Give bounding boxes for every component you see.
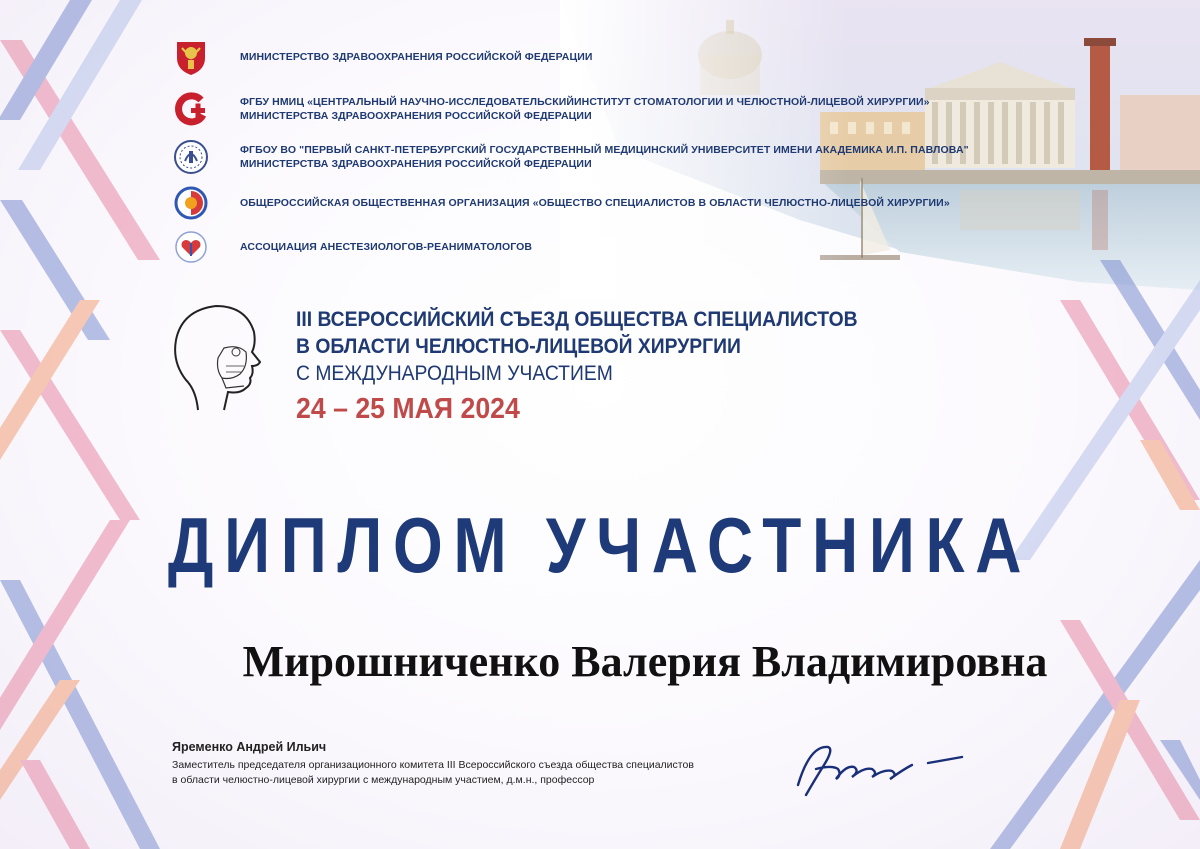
- org-cniis-text-2: МИНИСТЕРСТВА ЗДРАВООХРАНЕНИЯ РОССИЙСКОЙ ФЕДЕРАЦИИ: [240, 110, 592, 122]
- society-logo-icon: [172, 184, 210, 222]
- event-subtitle: С МЕЖДУНАРОДНЫМ УЧАСТИЕМ: [296, 362, 613, 385]
- org-ministry-text: МИНИСТЕРСТВО ЗДРАВООХРАНЕНИЯ РОССИЙСКОЙ ФЕДЕРАЦИИ: [240, 51, 593, 63]
- org-pavlov-text-2: МИНИСТЕРСТВА ЗДРАВООХРАНЕНИЯ РОССИЙСКОЙ ФЕДЕРАЦИИ: [240, 158, 592, 170]
- cniis-logo-icon: [172, 90, 210, 128]
- anesthesiology-association-logo-icon: [172, 228, 210, 266]
- recipient-name: Мирошниченко Валерия Владимировна: [242, 637, 1048, 686]
- org-anesthesiology-text: АССОЦИАЦИЯ АНЕСТЕЗИОЛОГОВ-РЕАНИМАТОЛОГОВ: [240, 241, 533, 253]
- head-skull-sketch-icon: [168, 300, 268, 415]
- pavlov-university-seal-icon: [172, 138, 210, 176]
- event-title-line-2: В ОБЛАСТИ ЧЕЛЮСТНО-ЛИЦЕВОЙ ХИРУРГИИ: [296, 335, 741, 358]
- org-ministry: [172, 38, 593, 76]
- handwritten-signature: [780, 725, 970, 805]
- ministry-emblem-icon: [172, 38, 210, 76]
- decorative-ribbons-left: [0, 0, 160, 849]
- org-cniis: [172, 90, 930, 128]
- org-anesthesiology: [172, 228, 532, 266]
- signer-role-line-1: Заместитель председателя организационного комитета III Всероссийского съезда общества специалистов: [172, 759, 694, 771]
- diploma-title: ДИПЛОМ УЧАСТНИКА: [167, 501, 1033, 589]
- org-pavlov-text: ФГБОУ ВО "ПЕРВЫЙ САНКТ-ПЕТЕРБУРГСКИЙ ГОСУДАРСТВЕННЫЙ МЕДИЦИНСКИЙ УНИВЕРСИТЕТ ИМЕНИ АКАДЕМИКА И.П. ПАВЛОВА": [240, 144, 969, 156]
- signer-name: Яременко Андрей Ильич: [172, 740, 327, 754]
- org-society: [172, 184, 950, 222]
- event-title-line-1: III ВСЕРОССИЙСКИЙ СЪЕЗД ОБЩЕСТВА СПЕЦИАЛИСТОВ: [296, 308, 858, 331]
- signer-block: [172, 740, 772, 788]
- org-cniis-text: ФГБУ НМИЦ «ЦЕНТРАЛЬНЫЙ НАУЧНО-ИССЛЕДОВАТЕЛЬСКИЙИНСТИТУТ СТОМАТОЛОГИИ И ЧЕЛЮСТНОЙ-ЛИЦЕВОЙ ХИРУРГИИ»: [240, 96, 930, 108]
- event-info: [296, 306, 906, 426]
- event-dates: 24 – 25 МАЯ 2024: [296, 393, 520, 425]
- signer-role-line-2: в области челюстно-лицевой хирургии с международным участием, д.м.н., профессор: [172, 774, 595, 786]
- org-pavlov-university: [172, 138, 969, 176]
- org-society-text: ОБЩЕРОССИЙСКАЯ ОБЩЕСТВЕННАЯ ОРГАНИЗАЦИЯ «ОБЩЕСТВО СПЕЦИАЛИСТОВ В ОБЛАСТИ ЧЕЛЮСТНО-ЛИЦЕВОЙ ХИРУРГИИ»: [240, 197, 950, 209]
